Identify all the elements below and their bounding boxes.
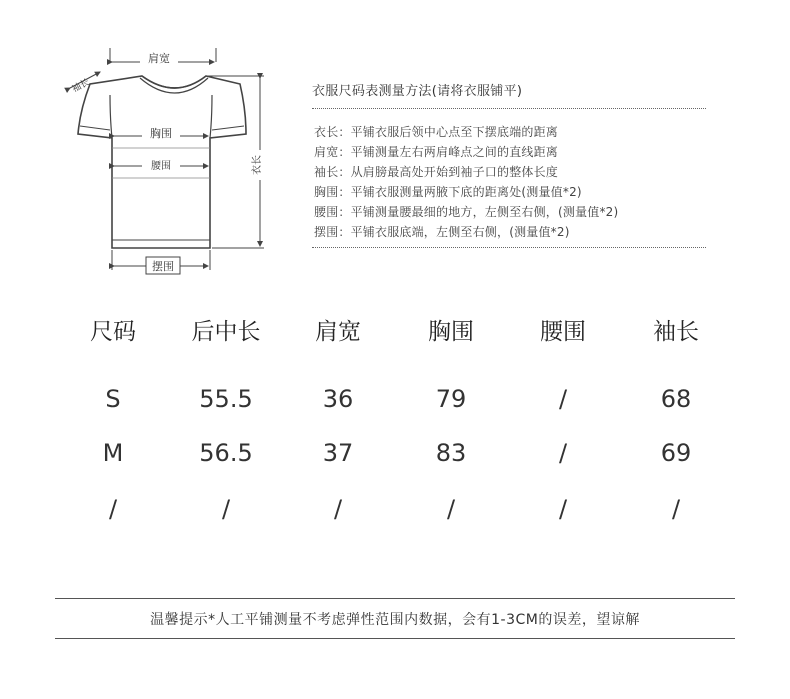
method-line-sleeve: 袖长：从肩膀最高处开始到袖子口的整体长度 — [314, 165, 559, 179]
header-sleeve: 袖长 — [653, 319, 699, 345]
table-row — [0, 489, 790, 529]
table-row — [0, 379, 790, 419]
table-cell: / — [558, 495, 568, 523]
tip-divider-bottom — [55, 638, 735, 639]
measurement-method-list — [314, 122, 618, 242]
table-cell: / — [333, 495, 343, 523]
table-cell: / — [108, 495, 118, 523]
table-cell: / — [221, 495, 231, 523]
table-cell: 37 — [322, 439, 354, 467]
table-cell: 69 — [660, 439, 692, 467]
measurement-method-title: 衣服尺码表测量方法(请将衣服铺平) — [312, 84, 523, 99]
table-cell: 79 — [435, 385, 467, 413]
method-line-length: 衣长：平铺衣服后领中心点至下摆底端的距离 — [314, 125, 559, 139]
table-cell: M — [102, 439, 124, 467]
table-cell: / — [446, 495, 456, 523]
warm-tip: 温馨提示*人工平铺测量不考虑弹性范围内数据，会有1-3CM的误差，望谅解 — [150, 612, 640, 628]
method-line-chest: 胸围：平铺衣服测量两腋下底的距离处(测量值*2) — [314, 185, 582, 199]
tshirt-measurement-diagram — [0, 0, 300, 290]
method-line-hem: 摆围：平铺衣服底端，左侧至右侧，(测量值*2) — [314, 225, 570, 239]
header-back-length: 后中长 — [191, 319, 261, 345]
table-cell: 55.5 — [199, 385, 253, 413]
table-row — [0, 433, 790, 473]
method-line-shoulder: 肩宽：平铺测量左右两肩峰点之间的直线距离 — [314, 145, 559, 159]
table-cell: / — [558, 439, 568, 467]
method-divider-top — [312, 108, 706, 109]
table-cell: 68 — [660, 385, 692, 413]
table-cell: S — [105, 385, 121, 413]
method-line-waist: 腰围：平铺测量腰最细的地方，左侧至右侧，(测量值*2) — [314, 205, 619, 219]
table-cell: 56.5 — [199, 439, 253, 467]
header-chest: 胸围 — [428, 319, 474, 345]
shoulder-label: 肩宽 — [148, 52, 170, 65]
length-label: 衣长 — [252, 155, 263, 175]
table-cell: / — [671, 495, 681, 523]
header-size: 尺码 — [90, 319, 136, 345]
sleeve-label: 袖长 — [70, 77, 92, 95]
size-table-header — [0, 312, 790, 352]
table-cell: 36 — [322, 385, 354, 413]
method-divider-bottom — [312, 247, 706, 248]
chest-label: 胸围 — [150, 127, 172, 140]
waist-label: 腰围 — [151, 161, 171, 172]
hem-label: 摆围 — [152, 260, 174, 273]
header-waist: 腰围 — [540, 319, 586, 345]
tip-divider-top — [55, 598, 735, 599]
table-cell: 83 — [435, 439, 467, 467]
table-cell: / — [558, 385, 568, 413]
header-shoulder: 肩宽 — [315, 319, 361, 345]
